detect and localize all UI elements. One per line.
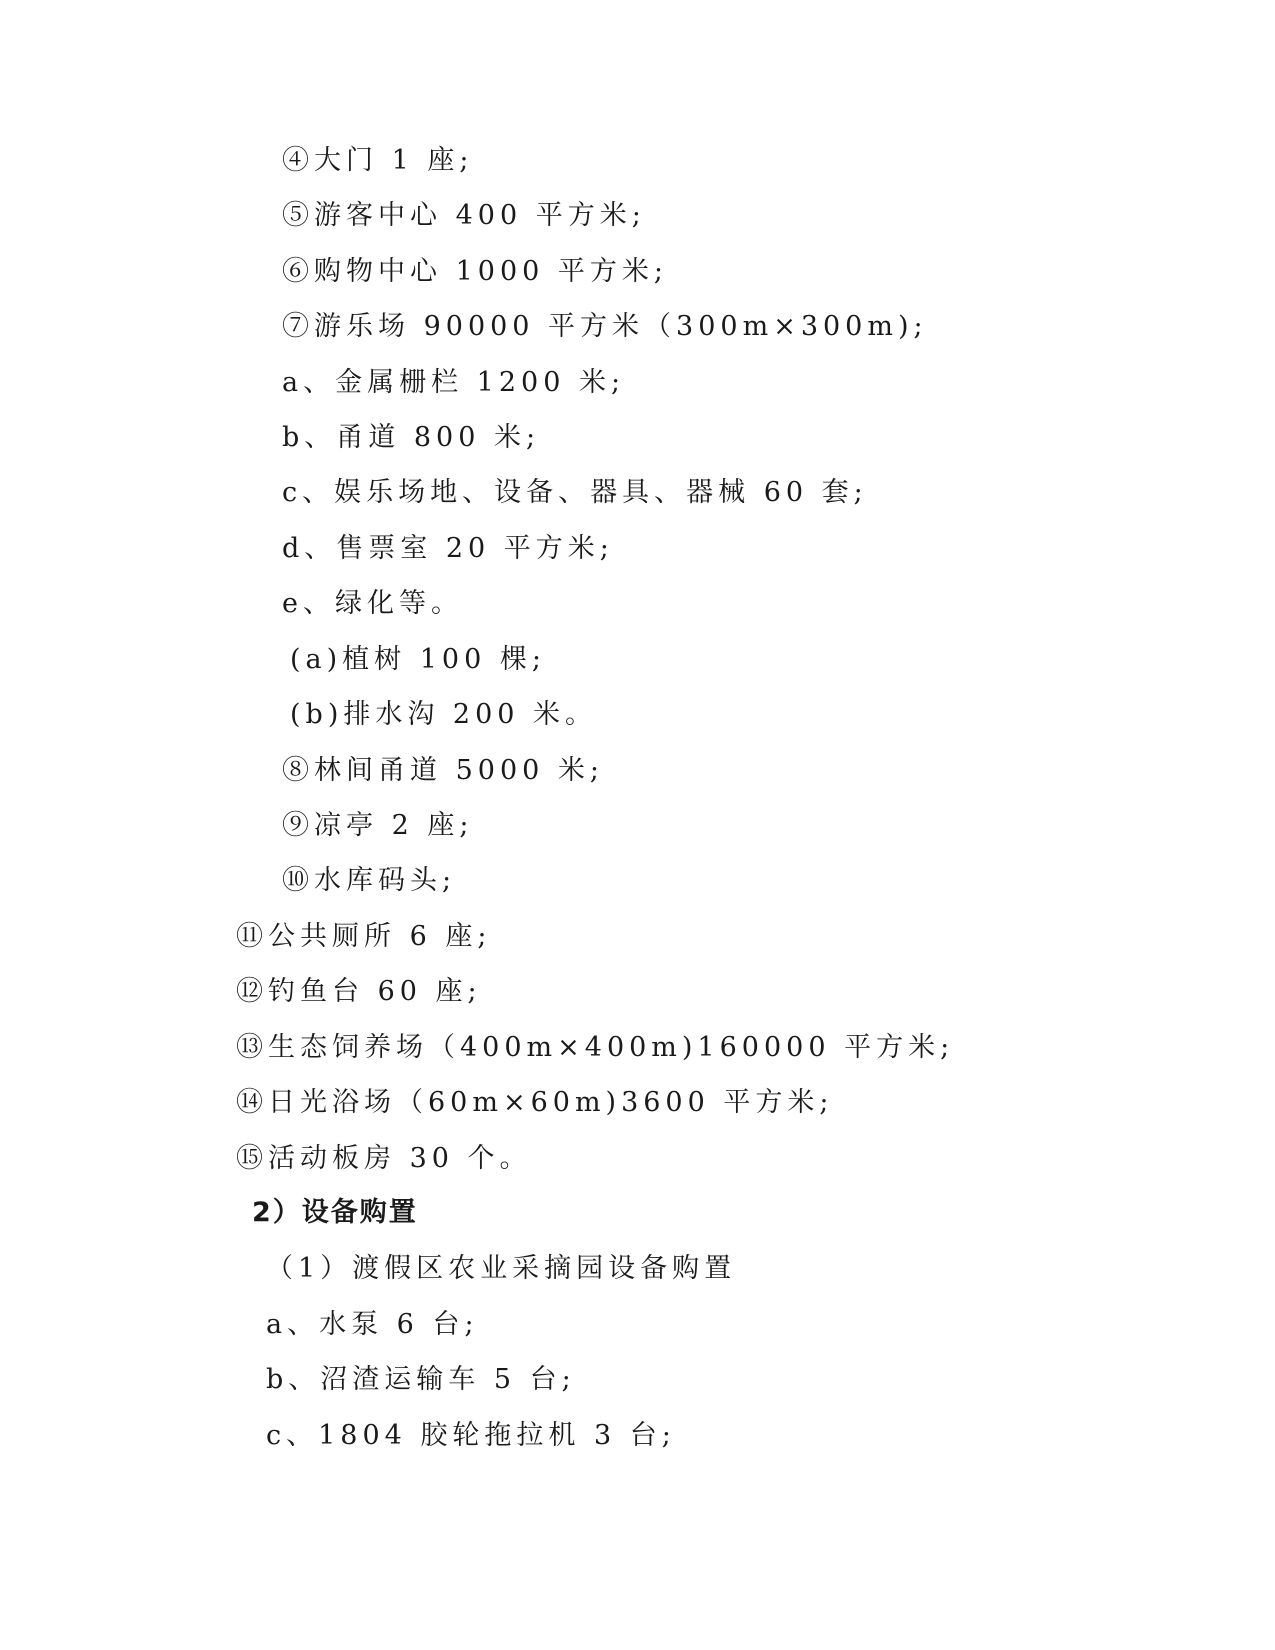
section-heading: 2）设备购置 <box>252 1197 418 1228</box>
sub-heading: （1）渡假区农业采摘园设备购置 <box>266 1253 737 1284</box>
list-item-tree-planting: (a)植树 100 棵; <box>290 644 546 675</box>
list-item-visitor-center: ⑤游客中心 400 平方米; <box>282 200 646 231</box>
list-item-ticket-office: d、售票室 20 平方米; <box>282 533 614 564</box>
list-item-sunbathing-area: ⑭日光浴场（60m×60m)3600 平方米; <box>236 1087 834 1118</box>
list-item-pavilion: ⑨凉亭 2 座; <box>282 810 474 841</box>
list-item-gate: ④大门 1 座; <box>282 145 474 176</box>
list-item-walkway: b、甬道 800 米; <box>282 422 541 453</box>
list-item-public-toilet: ⑪公共厕所 6 座; <box>236 921 492 952</box>
list-item-prefab-houses: ⑮活动板房 30 个。 <box>236 1143 532 1174</box>
list-item-fishing-platform: ⑫钓鱼台 60 座; <box>236 976 482 1007</box>
list-item-reservoir-dock: ⑩水库码头; <box>282 865 457 896</box>
list-item-entertainment-equipment: c、娱乐场地、设备、器具、器械 60 套; <box>282 477 868 508</box>
list-item-amusement-park: ⑦游乐场 90000 平方米（300m×300m); <box>282 311 928 342</box>
equipment-item-tractor: c、1804 胶轮拖拉机 3 台; <box>266 1420 676 1451</box>
list-item-shopping-center: ⑥购物中心 1000 平方米; <box>282 256 668 287</box>
equipment-item-residue-truck: b、沼渣运输车 5 台; <box>266 1364 576 1395</box>
equipment-item-water-pump: a、水泵 6 台; <box>266 1309 479 1340</box>
list-item-drainage-ditch: (b)排水沟 200 米。 <box>290 699 598 730</box>
list-item-forest-walkway: ⑧林间甬道 5000 米; <box>282 755 604 786</box>
list-item-greening: e、绿化等。 <box>282 588 463 619</box>
list-item-metal-fence: a、金属栅栏 1200 米; <box>282 367 626 398</box>
list-item-eco-farm: ⑬生态饲养场（400m×400m)160000 平方米; <box>236 1032 955 1063</box>
